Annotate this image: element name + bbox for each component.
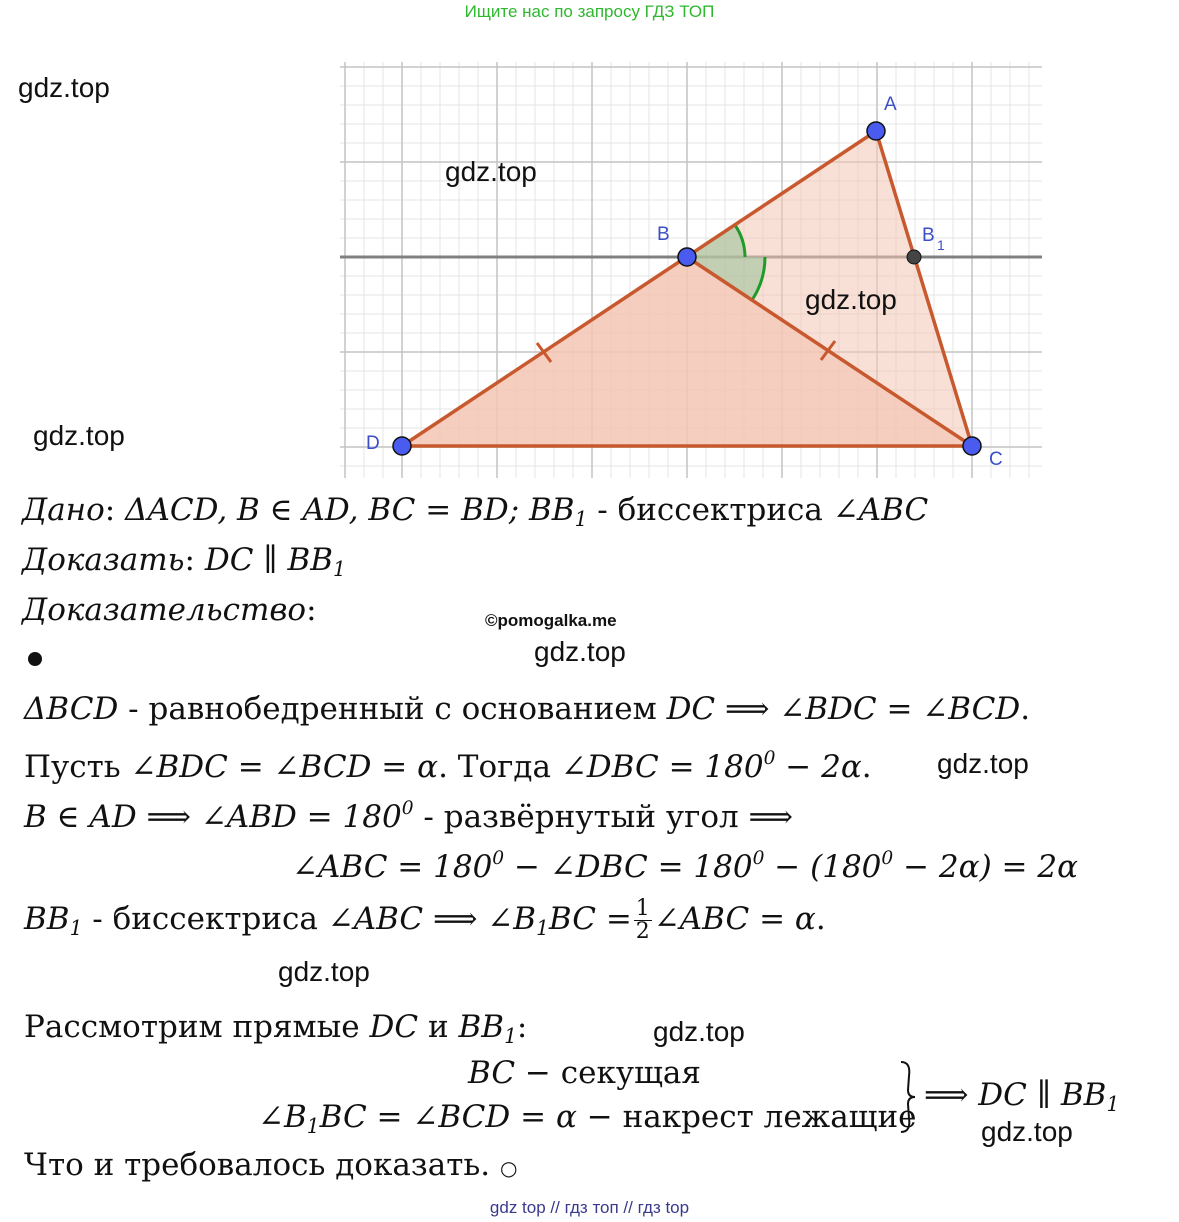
consider-text: Рассмотрим прямые — [24, 1009, 360, 1045]
point-c — [963, 437, 981, 455]
fraction-one-half: $\frac{1}{2}$ — [635, 896, 650, 944]
watermark: gdz.top — [445, 156, 537, 187]
watermark: gdz.top — [981, 1116, 1073, 1147]
watermark: gdz.top — [278, 956, 370, 987]
proof-line-3: B ∈ AD ⟹ ∠ABD = $180^0$ - развёрнутый угол ⟹ — [24, 798, 793, 836]
system-line-2: $\angle B_1BC$ = ∠BCD = α − накрест лежащие — [258, 1099, 917, 1139]
point-b1 — [907, 250, 921, 264]
footer-links[interactable]: gdz top // гдз топ // гдз top — [489, 1198, 690, 1217]
triangle-figure — [330, 55, 1050, 485]
and-word: и — [427, 1009, 449, 1045]
watermark: gdz.top — [18, 72, 110, 103]
bisector-word-2: биссектриса — [112, 901, 318, 937]
label-b1: B — [922, 225, 935, 246]
system-conclusion: ⟹ DC ∥ $BB_1$ — [924, 1077, 1120, 1117]
bullet — [28, 652, 42, 666]
label-a: A — [884, 94, 897, 115]
watermark: gdz.top — [653, 1016, 745, 1047]
right-brace — [897, 1060, 919, 1134]
proof-label-line: Доказательство: — [22, 592, 317, 628]
proof-line-2: Пусть ∠BDC = ∠BCD = α. Тогда ∠DBC = $180^0 - 2\alpha$. — [24, 748, 872, 786]
promo-banner: Ищите нас по запросу ГДЗ ТОП — [464, 2, 715, 21]
watermark: gdz.top — [937, 748, 1029, 779]
label-d: D — [366, 433, 380, 454]
proof-line-6: Рассмотрим прямые DC и $BB_1$: — [24, 1009, 528, 1049]
given-line: Дано: ΔACD, B ∈ AD, BC = BD; $BB_1$ - биссектриса ∠ABC — [22, 492, 929, 532]
watermark: gdz.top — [805, 284, 897, 315]
end-circle: ○ — [499, 1156, 518, 1180]
conclusion-line — [24, 1146, 517, 1187]
then-word: Тогда — [457, 749, 551, 786]
prove-line: Доказать: DC ∥ $BB_1$ — [22, 542, 346, 582]
conclusion-text: Что и требовалось доказать. — [24, 1147, 491, 1183]
proof-line-5: $BB_1$ - биссектриса ∠ABC ⟹ $\angle B_1BC$ = $\frac{1}{2}$ ∠ABC = α. — [24, 896, 826, 944]
proof-line-1: ΔBCD - равнобедренный с основанием DC ⟹ ∠BDC = ∠BCD. — [24, 691, 1031, 727]
point-b — [678, 248, 696, 266]
let-word: Пусть — [24, 749, 121, 786]
system-line-1: BC − секущая — [468, 1055, 701, 1091]
isosceles-text: равнобедренный с основанием — [148, 691, 657, 727]
proof-line-4: ∠ABC = $180^0$ − ∠DBC = $180^0 - (180^0 - 2\alpha) = 2\alpha$ — [292, 848, 1079, 886]
point-a — [867, 122, 885, 140]
watermark: gdz.top — [534, 636, 626, 667]
given-label: Дано — [22, 492, 105, 528]
prove-label: Доказать — [22, 542, 185, 578]
bisector-word: биссектриса — [617, 492, 823, 528]
secant-word: секущая — [560, 1055, 701, 1091]
point-d — [393, 437, 411, 455]
copyright: ©pomogalka.me — [485, 611, 617, 630]
straight-angle: развёрнутый угол — [443, 799, 739, 836]
label-b1-sub: 1 — [937, 237, 945, 253]
label-b: B — [657, 224, 670, 245]
alternate-word: накрест лежащие — [622, 1099, 917, 1135]
proof-label: Доказательство — [22, 592, 307, 628]
label-c: C — [989, 449, 1003, 470]
watermark: gdz.top — [33, 420, 125, 451]
